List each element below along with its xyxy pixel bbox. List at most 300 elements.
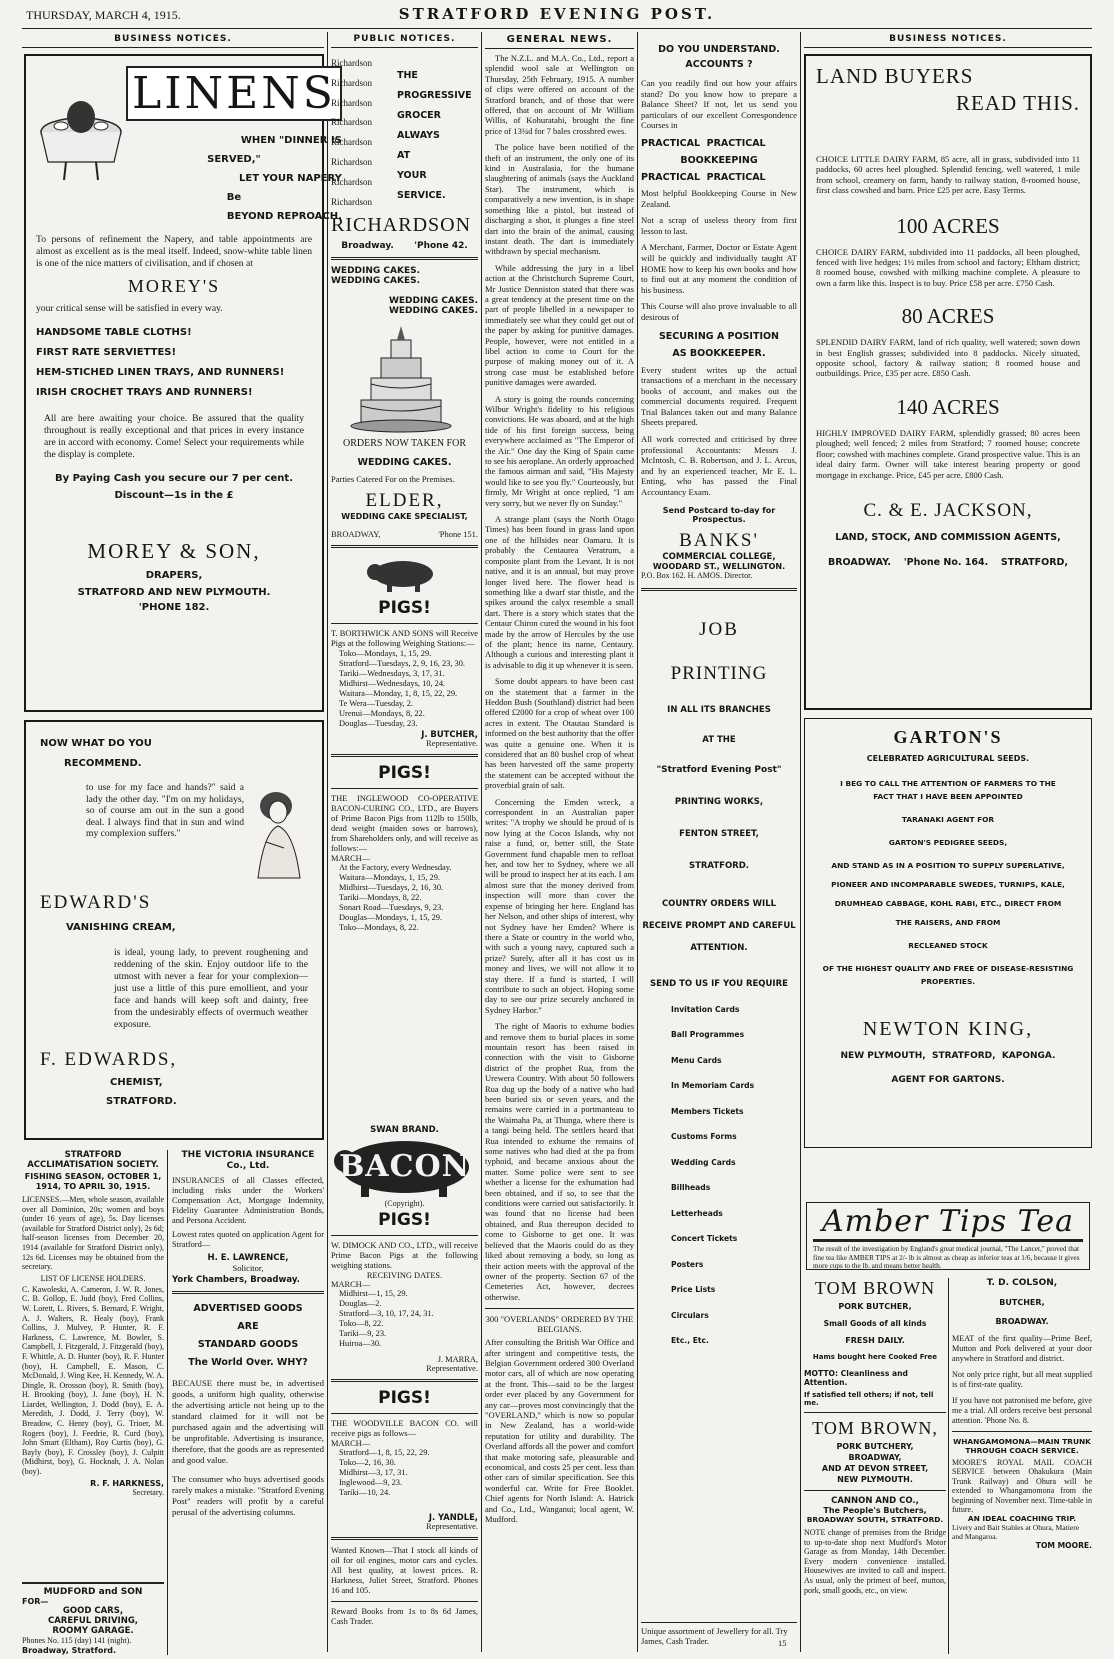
mudford-line: ROOMY GARAGE. bbox=[52, 1626, 134, 1636]
edwards-body: is ideal, young lady, to prevent roughening and reddening of the skin. Enjoy outdoor life to the utmost with never a fear for your complexion—just use a little of this pure emollient, and your face and hands will keep soft and dainty, free from the undesirably effects of overmuch weather exposure. bbox=[114, 947, 308, 1030]
cake-parties: Parties Catered For on the Premises. bbox=[331, 474, 455, 485]
mudford-for: FOR— bbox=[22, 1597, 49, 1606]
station-row: Douglas—Tuesday, 23. bbox=[339, 719, 418, 729]
overland-headline: 300 "OVERLANDS" ORDERED BY THE BELGIANS. bbox=[485, 1314, 634, 1335]
advertised-goods-body: BECAUSE there must be, in advertised goods, a uniform high quality, otherwise the advertising article not being up to the standard claimed for it will not be purchased again and the advertising will be unprofitable. Advertising is insurance, therefore, that the goods are as represented and good value. bbox=[172, 1378, 324, 1465]
store-name: MOREY'S bbox=[127, 276, 221, 296]
woodville-month: MARCH— bbox=[331, 1439, 371, 1448]
news-paragraph: The right of Maoris to exhume bodies and remove them to burial places in some mountain resort has been raised in connection with the visit to Gisborne district of the prophet Rua, from the Urewera Country. With about 50 followers Rua dug up the body of a native who had been buried six or seven years, and the remains were carried in a portmanteau to the Waimaha Pa, at Thunga, where there is a tangi being held. The settlers heard that Rua intended to exhume the remains of some natives who had died at the pa from typhoid, and became anxious about the matter. Some police were sent to see whether a license for the exhumation had been obtained, and if so, to see that the conditions were carried out satisfactorily. It was found that no license had been obtained, and Rua thereupon decided to come to Gisborne to get one. It was believed that the Maoris could do as they liked about removing a body, so long as their action meets with the approval of the owner of the property. Section 67 of the Cemeteries Act, however, decrees otherwise. bbox=[485, 1021, 634, 1302]
gartons-line: OF THE HIGHEST QUALITY AND FREE OF DISEASE-RESISTING bbox=[822, 964, 1074, 973]
elder-address: BROADWAY, bbox=[331, 529, 381, 540]
section-heading: GENERAL NEWS. bbox=[485, 32, 634, 49]
victoria-rates: Lowest rates quoted on application Agent for Stratford— bbox=[172, 1230, 324, 1249]
victoria-title: THE VICTORIA INSURANCE Co., Ltd. bbox=[181, 1150, 315, 1171]
yandle-name: J. YANDLE, bbox=[428, 1512, 478, 1522]
heading-line: STANDARD GOODS bbox=[197, 1339, 299, 1350]
tom-brown-hams: Hams bought here Cooked Free bbox=[812, 1353, 938, 1361]
wanted-known: Wanted Known—That I stock all kinds of oil for oil engines, motor cars and cycles. All best quality, at lowest prices. R. Harkness, Juliet Street, Stratford. Phones 16 and 105. bbox=[331, 1546, 478, 1595]
land-title-2: READ THIS. bbox=[956, 91, 1080, 115]
column-banks-job-printing bbox=[641, 32, 797, 1652]
section-heading: BUSINESS NOTICES. bbox=[22, 32, 324, 48]
gartons-line: PIONEER AND INCOMPARABLE SWEDES, TURNIPS, KALE, bbox=[831, 880, 1065, 889]
slogan-line: BEYOND REPROACH. bbox=[226, 211, 342, 222]
station-row: Midhirst—1, 15, 29. bbox=[339, 1289, 408, 1298]
morey-firm: MOREY & SON, bbox=[87, 538, 261, 563]
banks-p5: This Course will also prove invaluable to all desirous of bbox=[641, 301, 797, 322]
morey-towns: STRATFORD AND NEW PLYMOUTH. bbox=[77, 586, 271, 598]
job-item: Letterheads bbox=[671, 1208, 723, 1218]
job-require: SEND TO US IF YOU REQUIRE bbox=[650, 978, 788, 989]
mudford-advert bbox=[22, 1582, 164, 1658]
farm-listing-3: SPLENDID DAIRY FARM, land of rich quality, well watered; sown down in best English grasses; subdivided into 8 paddocks. Nicely situated, opposite school, factory & railway station; 8 roomed house and outbuildings. Price, £35 per acre. £850 Cash. bbox=[816, 337, 1080, 379]
mudford-phone: Phones No. 115 (day) 141 (night). bbox=[22, 1636, 132, 1645]
station-row: Stratford—3, 10, 17, 24, 31. bbox=[339, 1309, 434, 1318]
receiving-dates: RECEIVING DATES. bbox=[366, 1271, 443, 1280]
job-paper-name: "Stratford Evening Post" bbox=[656, 764, 782, 775]
station-row: Midhirst—Tuesdays, 2, 16, 30. bbox=[339, 883, 444, 893]
news-paragraph: Some doubt appears to have been cast on the statement that a farmer in the Heddon Bush (Southland) district had been offered £2000 for a crop of wheat over 100 acres in extent. The Otautau Standard is informed on the best authority that the offer was quite a genuine one. When it is considered that an 80 bushel crop of wheat has been harvested off the same property the statement can be accepted without the proverbial grain of salt. bbox=[485, 676, 634, 791]
edwards-quote: to use for my face and hands?" said a lady the other day. "I'm on my holidays, so of course am out in the sun a good deal. I always find that in sun and wind my complexion suffers." bbox=[86, 782, 244, 839]
banks-p7: All work corrected and criticised by three professional Accountants: Messrs J. McIntosh, C. B. Robertson, and J. L. Arcus, and by an experienced teacher, Mr E. L. Enting, who has passed the Final Accountancy Exam. bbox=[641, 434, 797, 498]
richardson-name: Richardson bbox=[331, 156, 372, 167]
overland-body: After consulting the British War Office and after stringent and competitive tests, the Belgian Government ordered 300 Overland motor cars, all of which are now operating at the front. This—said to be the largest order ever placed by any Government for any car—proves most convincingly that the "OVERLAND," which is now so popular in New Zealand, has a world-wide reputation for utility and durability. The Overland affords all the power and comfort that make motoring safe, pleasurable and economical, and costs 25 per cent. less than other cars of similar specification. See this wonderful car. Write for Free Booklet. Chief agents for North Island: A. Hatrick and Co., Ltd., Wanganui; local agent, W. Mudford. bbox=[485, 1337, 634, 1525]
job-branches: IN ALL ITS BRANCHES bbox=[667, 704, 771, 715]
slogan-line: SERVED," bbox=[207, 154, 261, 165]
job-at-the: AT THE bbox=[702, 734, 736, 745]
tom-brown-name-2: TOM BROWN, bbox=[812, 1418, 938, 1438]
reward-books: Reward Books from 1s to 8s 6d James, Cash Trader. bbox=[331, 1607, 478, 1626]
column-rule bbox=[327, 32, 328, 1652]
slogan-word: THE bbox=[397, 70, 418, 81]
section-heading: BUSINESS NOTICES. bbox=[804, 32, 1092, 48]
tom-brown-name: TOM BROWN bbox=[814, 1278, 936, 1298]
job-title: JOB bbox=[699, 618, 739, 640]
slogan-line: WHEN "DINNER IS bbox=[240, 135, 342, 146]
heading-line: The World Over. WHY? bbox=[188, 1357, 308, 1368]
column-rule bbox=[800, 32, 801, 1652]
richardson-name: Richardson bbox=[331, 137, 372, 148]
linen-item: HEM-STICHED LINEN TRAYS, AND RUNNERS! bbox=[36, 366, 285, 378]
job-item: Invitation Cards bbox=[671, 1004, 740, 1014]
richardson-name: Richardson bbox=[331, 196, 372, 207]
headline-line: RECOMMEND. bbox=[64, 758, 142, 769]
column-public-notices bbox=[331, 32, 478, 1142]
inglewood-intro: THE INGLEWOOD CO-OPERATIVE BACON-CURING CO., LTD., are Buyers of Prime Bacon Pigs from 112lb to 150lb, dead weight (maiden sows or barrows), from Shareholders only, and will receive as follows:— bbox=[331, 794, 478, 854]
tom-brown-motto: MOTTO: Cleanliness and Attention. bbox=[804, 1369, 908, 1387]
tom-brown-fresh: FRESH DAILY. bbox=[845, 1336, 905, 1345]
richardson-name: Richardson bbox=[331, 77, 372, 88]
job-item: Price Lists bbox=[671, 1285, 716, 1295]
dimock-intro: W. DIMOCK AND CO., LTD., will receive Prime Bacon Pigs at the following weighing stations. bbox=[331, 1241, 478, 1270]
job-item: Posters bbox=[671, 1259, 704, 1269]
elder-specialist: WEDDING CAKE SPECIALIST, bbox=[341, 512, 468, 522]
station-row: Stratford—Tuesdays, 2, 9, 16, 23, 30. bbox=[339, 659, 466, 669]
banks-p1: Can you readily find out how your affairs stand? Do you know how to prepare a Balance Sheet? If not, let us send you particulars of our excellent Correspondence Courses in bbox=[641, 78, 797, 131]
colson-p1: MEAT of the first quality—Prime Beef, Mutton and Pork delivered at your door anywhere in Stratford and district. bbox=[952, 1334, 1092, 1363]
slogan-word: SERVICE. bbox=[397, 190, 446, 201]
gartons-line: RECLEANED STOCK bbox=[908, 941, 988, 950]
secretary-role: Secretary. bbox=[132, 1487, 164, 1497]
station-row: Toko—Mondays, 1, 15, 29. bbox=[339, 649, 432, 659]
woodville-intro: THE WOODVILLE BACON CO. will receive pigs as follows— bbox=[331, 1419, 478, 1438]
cannon-body: NOTE change of premises from the Bridge to up-to-date shop next Mudford's Motor Garage as from Monday, 14th December. Every modern convenience installed. Housewives are invited to call and inspect. As usual, only the primest of beef, mutton, pork, small goods, etc., on view. bbox=[804, 1528, 946, 1595]
farm-heading-80: 80 ACRES bbox=[901, 304, 995, 329]
section-heading: PUBLIC NOTICES. bbox=[331, 32, 478, 48]
slogan-line: LET YOUR NAPERY bbox=[239, 173, 342, 184]
jackson-phone: 'Phone No. 164. bbox=[903, 556, 989, 568]
linens-paragraph: All are here awaiting your choice. Be assured that the quality throughout is really exceptional and that prices in every instance are in accord with economy. Come! Select your requirements while the display is complete. bbox=[44, 412, 304, 460]
banks-p3: Not a scrap of useless theory from first lesson to last. bbox=[641, 215, 797, 236]
gartons-line: PROPERTIES. bbox=[920, 977, 976, 986]
news-paragraph: A strange plant (says the North Otago Times) has been found in grass land upon one of the hillsides near Oamaru. It is probably the Centaurea Veratrum, a composite plant from the Levant. It is not native, and it is an annual, but may prove longer lived here. The flower head is something like a dwarf star thistle, and the spikes around the calyx resemble a small dart. There is a story which states that the Centaur Chiron cured the wound in his foot made by the arrow of Hercules by the use of the plant; hence its name, Centaury. Although a curious and interesting plant it is advisable to dig it up whenever it is seen. bbox=[485, 514, 634, 670]
banks-college: COMMERCIAL COLLEGE, bbox=[662, 551, 776, 562]
agent-name: H. E. LAWRENCE, bbox=[207, 1253, 289, 1263]
jackson-town: STRATFORD, bbox=[1000, 556, 1068, 568]
send-postcard: Send Postcard to-day for Prospectus. bbox=[662, 505, 776, 524]
address-line: AND AT DEVON STREET, bbox=[821, 1464, 929, 1473]
elder-firm: ELDER, bbox=[365, 490, 444, 512]
dining-table-illustration bbox=[36, 62, 126, 182]
edwards-headline bbox=[40, 734, 308, 774]
amber-tips-text: The result of the investigation by England's great medical journal, "The Lancet," proved that fine tea like AMBER TIPS at 2/- lb is almost as cheap as inferior teas at 1/6, because it gives more cups to the lb. and means better health. bbox=[813, 1245, 1080, 1271]
masthead bbox=[0, 0, 1114, 30]
edwards-firm: F. EDWARDS, bbox=[40, 1049, 178, 1070]
job-town: STRATFORD. bbox=[688, 860, 750, 871]
tom-brown-trade: PORK BUTCHER, bbox=[838, 1302, 912, 1311]
rule bbox=[641, 1622, 797, 1623]
acclimatisation-notice bbox=[22, 1150, 164, 1580]
job-attention: ATTENTION. bbox=[690, 942, 748, 953]
elder-phone: 'Phone 151. bbox=[438, 529, 478, 540]
borthwick-stations bbox=[331, 649, 478, 729]
banks-box: P.O. Box 162. H. AMOS. Director. bbox=[641, 570, 753, 580]
station-row: Te Wera—Tuesday, 2. bbox=[339, 699, 414, 709]
colson-trade: BUTCHER, bbox=[999, 1298, 1045, 1307]
edwards-town: STRATFORD. bbox=[106, 1096, 177, 1107]
agent-address: York Chambers, Broadway. bbox=[172, 1275, 300, 1285]
farm-heading-100: 100 ACRES bbox=[896, 213, 1000, 238]
cannon-title: CANNON AND CO., bbox=[831, 1496, 919, 1506]
elder-contact bbox=[331, 529, 478, 539]
dimock-stations bbox=[331, 1289, 478, 1349]
newspaper-title: STRATFORD EVENING POST. bbox=[398, 5, 716, 23]
mudford-line: GOOD CARS, bbox=[62, 1606, 124, 1616]
banks-firm: BANKS' bbox=[679, 529, 759, 551]
license-holders: C. Kawoleski, A. Cameron, J. W. R. Jones, C. B. Gollop, E. Judd (boy), Fred Collins, W. Lorett, L. Rivers, S. Bernard, F. Wright, A. J. Walters, R. Healy (boy), Frank Collins, J. Mulvey, P. Hunter, R. F. Harkness, C. Lawrence, M. Bowler, S. Campbell, J. Fitzgerald, J. Fitzgerald (boy), F. Whittle, A. D. Hunter (boy), R. F. Hunter (boy), H. Campbell, E. Mason, C. McDonald, J. Wing Kee, H. Kennedy, W. A. Dingle, R. Orosson (boy), R. Smith (boy), H. Brooking (boy), J. Jane (boy), H. N. Liardet, Wellington, J. Dodd (boy), E. A. Meredith, J. Dodd, J. Terry (boy), W. Breadow, C. Henry (boy), G. Trioer, M. Rogers (boy), J. Feedrie, R. Curd (boy), John Smart (Eltham), Roy Curtis (boy), G. Bayly (boy), F. Crossley (boy), J. Culpitt (Midhirst, boy), G. Hocknah, J. A. Nolan (boy). bbox=[22, 1284, 164, 1477]
masthead-rule bbox=[22, 28, 1092, 29]
news-paragraph: Concerning the Emden wreck, a correspondent in an Australian paper writes: "A trophy we should be proud of is now lying at the Cocos Islands, why not raise a fund, or, better still, the State Government fund chapable men to refloat her, and tow her to Sydney, where we all will be proud to inspect her at its each. I am almost sure that the money derived from inspection will more than cover the expense of bringing her here. England has her Nelson, and other ships of interest, why not Sydney have her Emden? Where is there a State or country in the world who, with such a young navy, captured such a prize? Surely, after all it has cost us in money and lives, we will not allow it to stay there. If a fund is started, I will contribute to such an object. Hoping some day to see our prize securely anchored in Sydney Harbor." bbox=[485, 796, 634, 1015]
pigs-title: PIGS! bbox=[378, 763, 431, 784]
richardson-name: Richardson bbox=[331, 176, 372, 187]
gartons-line: DRUMHEAD CABBAGE, KOHL RABI, ETC., DIRECT FROM bbox=[834, 899, 1062, 908]
issue-date: THURSDAY, MARCH 4, 1915. bbox=[26, 8, 181, 22]
bacon-pig-logo bbox=[331, 1137, 478, 1199]
page-number: 15 bbox=[778, 1638, 787, 1648]
edwards-product: EDWARD'S bbox=[40, 892, 152, 913]
job-works: PRINTING WORKS, bbox=[674, 796, 764, 807]
job-item: Billheads bbox=[671, 1183, 711, 1193]
station-row: At the Factory, every Wednesday. bbox=[339, 863, 452, 873]
job-item: Members Tickets bbox=[671, 1106, 744, 1116]
station-row: Toko—8, 22. bbox=[339, 1319, 384, 1328]
jackson-firm: C. & E. JACKSON, bbox=[863, 499, 1033, 521]
mudford-line: CAREFUL DRIVING, bbox=[47, 1616, 139, 1626]
newton-king-firm: NEWTON KING, bbox=[862, 1018, 1034, 1040]
gartons-line: AND STAND AS IN A POSITION TO SUPPLY SUPERLATIVE, bbox=[831, 861, 1065, 870]
station-row: Inglewood—9, 23. bbox=[339, 1478, 403, 1487]
slogan-line: Be bbox=[226, 192, 242, 203]
banks-p4: A Merchant, Farmer, Doctor or Estate Agent will be quickly and individually taught AT HOME how to keep his own books and how to find out at any moment the condition of his business. bbox=[641, 242, 797, 295]
wedding-cakes-heading bbox=[331, 266, 478, 316]
dimock-month: MARCH— bbox=[331, 1280, 371, 1289]
pigs-title: PIGS! bbox=[378, 598, 431, 619]
tom-brown-advert bbox=[804, 1278, 946, 1656]
farm-listing-4: HIGHLY IMPROVED DAIRY FARM, splendidly grassed; 80 acres been ploughed; well fenced; 2 miles from Stratford; 7 roomed house; concrete floor; cowshed with machines complete. Grand prospective value. This is an ideal dairy farm. Owner will take interest bearing property or good mortgage in exchange. Price, £45 per acre. £800 Cash. bbox=[816, 427, 1080, 480]
column-business-right bbox=[804, 32, 1092, 52]
cake-wedding-line: WEDDING CAKES. bbox=[357, 457, 452, 469]
coach-stables: Livery and Bait Stables at Ohura, Matiere and Mangaroa. bbox=[952, 1523, 1080, 1542]
swan-brand: SWAN BRAND. bbox=[370, 1125, 439, 1135]
morey-trade: DRAPERS, bbox=[145, 569, 203, 581]
job-item: In Memoriam Cards bbox=[671, 1081, 755, 1091]
station-row: Tariki—Mondays, 8, 22. bbox=[339, 893, 422, 903]
colson-p3: If you have not patronised me before, give me a trial. All orders receive best personal attention. 'Phone No. 8. bbox=[952, 1396, 1092, 1425]
gartons-text bbox=[813, 777, 1083, 988]
newton-king-towns: NEW PLYMOUTH, STRATFORD, KAPONGA. bbox=[840, 1051, 1056, 1061]
headline-line: NOW WHAT DO YOU bbox=[40, 738, 152, 749]
wedding-cake-illustration bbox=[331, 322, 478, 434]
jackson-contact bbox=[816, 557, 1080, 568]
marra-role: Representative. bbox=[426, 1364, 478, 1373]
jackson-trade: LAND, STOCK, AND COMMISSION AGENTS, bbox=[835, 531, 1061, 543]
bookkeeping-line: BOOKKEEPING bbox=[680, 154, 758, 166]
richardson-contact bbox=[331, 241, 478, 251]
heading-line: ARE bbox=[237, 1321, 259, 1332]
tom-brown-small: Small Goods of all kinds bbox=[823, 1319, 927, 1328]
job-item: Menu Cards bbox=[671, 1055, 722, 1065]
job-item: Ball Programmes bbox=[671, 1030, 745, 1040]
edwards-advert bbox=[24, 720, 324, 1140]
victoria-insurance-advert bbox=[172, 1150, 324, 1655]
station-row: Stratford—1, 8, 15, 22, 29. bbox=[339, 1448, 430, 1457]
marra-name: J. MARRA, bbox=[437, 1355, 478, 1364]
news-paragraph: The N.Z.L. and M.A. Co., Ltd., report a splendid wool sale at Wellington on Thursday, 25th February, 1915. A number of clips were offered on account of the Stratford branch, and of those that were offered, that on account of Mr William Willis, of Kohuratahi, brought the fine price of 13¼d for 7 bales crossbred ewes. bbox=[485, 53, 634, 136]
mudford-title: MUDFORD and SON bbox=[43, 1587, 143, 1597]
as-bookkeeper: AS BOOKKEEPER. bbox=[672, 347, 766, 359]
colson-address: BROADWAY. bbox=[995, 1317, 1049, 1326]
coach-line: WHANGAMOMONA—MAIN TRUNK bbox=[953, 1437, 1091, 1446]
news-paragraph: A story is going the rounds concerning Wilbur Wright's fidelity to his religious convictions. He was aboard, and at the high tide of his first foreign success, being everywhere acclaimed as "The Emperor of the Air." One day the King of Spain came to see his aeroplane. An orderly approached the famous airman and said, "His Majesty would like to see you fly." Courteously, but firmly, Mr Wright at once replied, "I am very sorry, but we never fly on Sunday." bbox=[485, 393, 634, 508]
practical-bookkeeping bbox=[641, 135, 797, 186]
column-rule bbox=[637, 32, 638, 1652]
banks-p6: Every student writes up the actual transactions of a merchant in the necessary books of account, and makes out the commercial documents required. Frequent Trial Balances taken out and many Balance Sheets prepared. bbox=[641, 364, 797, 428]
job-items bbox=[641, 997, 797, 1354]
slogan-word: ALWAYS bbox=[397, 130, 440, 141]
linens-title: LINENS bbox=[126, 66, 342, 121]
station-row: Urenui—Mondays, 8, 22. bbox=[339, 709, 425, 719]
cake-heading: WEDDING CAKES. bbox=[388, 306, 478, 317]
colson-advert bbox=[952, 1278, 1092, 1656]
richardson-advert bbox=[331, 54, 478, 212]
agent-for-gartons: AGENT FOR GARTONS. bbox=[891, 1075, 1005, 1085]
mudford-address: Broadway, Stratford. bbox=[22, 1646, 117, 1655]
butcher-name: J. BUTCHER, bbox=[421, 729, 478, 740]
address-line: NEW PLYMOUTH. bbox=[837, 1475, 913, 1484]
coach-line: THROUGH COACH SERVICE. bbox=[965, 1446, 1079, 1455]
coach-signature: TOM MOORE. bbox=[1035, 1541, 1092, 1551]
station-row: Tariki—Wednesdays, 3, 17, 31. bbox=[339, 669, 445, 679]
bacon-logo-text: BACON bbox=[338, 1149, 471, 1184]
gartons-subtitle: CELEBRATED AGRICULTURAL SEEDS. bbox=[866, 754, 1030, 763]
linens-after: your critical sense will be satisfied in every way. bbox=[36, 303, 223, 314]
banks-question: DO YOU UNDERSTAND. ACCOUNTS ? bbox=[658, 44, 780, 70]
news-paragraph: While addressing the jury in a libel action at the Christchurch Supreme Court, Mr Justice Denniston stated that there was a great tendency at the present time on the part of people libelled in a newspaper to immediately see what they could get out of the paper by asking for punitive damages. People, however, were not entitled in a libel action to come to Court for the purpose of making money out of it. A strong case must be established before punitive damages were awarded. bbox=[485, 262, 634, 388]
job-item: Circulars bbox=[671, 1310, 709, 1320]
cake-heading: WEDDING CAKES. bbox=[388, 296, 478, 307]
station-row: Toko—2, 16, 30. bbox=[339, 1458, 396, 1467]
yandle-role: Representative. bbox=[426, 1522, 478, 1531]
job-item: Wedding Cards bbox=[671, 1157, 736, 1167]
address-line: BROADWAY, bbox=[848, 1453, 902, 1462]
station-row: Tariki—9, 23. bbox=[339, 1329, 387, 1338]
jackson-address: BROADWAY. bbox=[828, 556, 892, 568]
linens-items bbox=[36, 323, 312, 403]
station-row: Huiroa—30. bbox=[339, 1339, 382, 1348]
job-street: FENTON STREET, bbox=[679, 828, 759, 839]
advertised-goods-body2: The consumer who buys advertised goods rarely makes a mistake. "Stratford Evening Post" readers will profit by a careful perusal of the advertising columns. bbox=[172, 1474, 324, 1517]
coach-heading bbox=[952, 1437, 1092, 1455]
column-general-news bbox=[485, 32, 634, 1652]
cannon-address: BROADWAY SOUTH, STRATFORD. bbox=[806, 1515, 944, 1524]
gartons-line: FACT THAT I HAVE BEEN APPOINTED bbox=[873, 792, 1023, 801]
cake-heading: WEDDING CAKES. bbox=[331, 276, 421, 287]
land-title-1: LAND BUYERS bbox=[816, 64, 974, 88]
gartons-title: GARTON'S bbox=[893, 727, 1003, 747]
station-row: Douglas—2. bbox=[339, 1299, 382, 1308]
slogan-word: GROCER bbox=[397, 110, 441, 121]
agent-role: Solicitor, bbox=[232, 1263, 264, 1273]
linens-advert bbox=[24, 54, 342, 712]
morey-phone: 'PHONE 182. bbox=[138, 601, 210, 613]
richardson-phone: 'Phone 42. bbox=[414, 241, 468, 252]
tom-brown-satisfied: If satisfied tell others; if not, tell me. bbox=[804, 1391, 934, 1407]
woodville-stations bbox=[331, 1448, 478, 1498]
richardson-name: Richardson bbox=[331, 97, 372, 108]
cake-heading: WEDDING CAKES. bbox=[331, 266, 421, 277]
edwards-trade: CHEMIST, bbox=[110, 1077, 163, 1088]
cannon-subtitle: The People's Butchers, bbox=[823, 1506, 927, 1515]
linen-item: HANDSOME TABLE CLOTHS! bbox=[36, 326, 192, 338]
practical-line: PRACTICAL PRACTICAL bbox=[641, 137, 766, 149]
job-printing-advert bbox=[641, 619, 797, 989]
news-body bbox=[485, 53, 634, 1302]
job-item: Etc., Etc. bbox=[671, 1336, 709, 1346]
discount-line: Discount—1s in the £ bbox=[114, 489, 234, 501]
list-heading: LIST OF LICENSE HOLDERS. bbox=[40, 1273, 146, 1283]
station-row: Waitara—Mondays, 1, 15, 29. bbox=[339, 873, 440, 883]
gartons-line: TARANAKI AGENT FOR bbox=[901, 815, 995, 824]
colson-name: T. D. COLSON, bbox=[986, 1278, 1058, 1288]
job-prompt: RECEIVE PROMPT AND CAREFUL bbox=[642, 920, 796, 931]
coach-trip: AN IDEAL COACHING TRIP. bbox=[967, 1514, 1077, 1524]
station-row: Midhirst—3, 17, 31. bbox=[339, 1468, 408, 1477]
borthwick-intro: T. BORTHWICK AND SONS will Receive Pigs at the following Weighing Stations:— bbox=[331, 629, 478, 649]
richardson-firm: RICHARDSON bbox=[331, 214, 472, 237]
linen-item: IRISH CROCHET TRAYS AND RUNNERS! bbox=[36, 386, 253, 398]
gartons-seeds-advert bbox=[804, 718, 1092, 1148]
linen-item: FIRST RATE SERVIETTES! bbox=[36, 346, 177, 358]
slogan-word: AT bbox=[397, 150, 411, 161]
pigs-title: PIGS! bbox=[378, 1210, 431, 1230]
pig-illustration bbox=[331, 554, 478, 594]
advertised-goods-heading bbox=[172, 1300, 324, 1372]
mudford-lines bbox=[22, 1606, 164, 1636]
job-country: COUNTRY ORDERS WILL bbox=[661, 898, 777, 909]
swan-brand-advert bbox=[331, 1125, 478, 1655]
richardson-address: Broadway. bbox=[341, 241, 394, 252]
gartons-line: I BEG TO CALL THE ATTENTION OF FARMERS TO THE bbox=[840, 779, 1056, 788]
gartons-line: THE RAISERS, AND FROM bbox=[895, 918, 1001, 927]
swan-copyright: (Copyright). bbox=[384, 1199, 425, 1208]
farm-heading-140: 140 ACRES bbox=[896, 394, 1000, 419]
unique-jewellery: Unique assortment of Jewellery for all. Try James, Cash Trader. bbox=[641, 1626, 788, 1646]
notice-title: STRATFORD ACCLIMATISATION SOCIETY. bbox=[27, 1150, 159, 1170]
edwards-product-sub: VANISHING CREAM, bbox=[66, 922, 176, 933]
cake-orders: ORDERS NOW TAKEN FOR bbox=[342, 438, 466, 450]
linens-intro: To persons of refinement the Napery, and table appointments are almost as excellent as is the meal itself. Indeed, snow-white table linen is one of the nice matters of civilisation, and if chosen at bbox=[36, 234, 312, 269]
station-row: Midhirst—Wednesdays, 10, 24. bbox=[339, 679, 446, 689]
station-row: Waitara—Monday, 1, 8, 15, 22, 29. bbox=[339, 689, 458, 699]
linens-slogan bbox=[126, 131, 342, 226]
farm-listing-2: CHOICE DAIRY FARM, subdivided into 11 paddocks, all been ploughed, fenced with live hedges; 1½ miles from school and factory; Eltham district; 8 roomed house, cowshed with milking machine complete. A pleasure to own a farm like this. Inspect is to buy. Price £58 per acre. £750 Cash. bbox=[816, 246, 1080, 288]
heading-line: ADVERTISED GOODS bbox=[193, 1303, 303, 1314]
slogan-word: YOUR bbox=[397, 170, 427, 181]
colson-p2: Not only price right, but all meat supplied is of first-rate quality. bbox=[952, 1370, 1092, 1389]
station-row: Toko—Mondays, 8, 22. bbox=[339, 923, 419, 933]
lady-portrait-illustration bbox=[244, 782, 308, 878]
butcher-role: Representative. bbox=[426, 739, 478, 749]
pigs-title: PIGS! bbox=[378, 1388, 431, 1408]
securing-position: SECURING A POSITION bbox=[658, 330, 780, 342]
inglewood-stations bbox=[331, 863, 478, 933]
column-rule bbox=[481, 32, 482, 1652]
richardson-name: Richardson bbox=[331, 58, 372, 68]
tom-brown-addresses bbox=[804, 1441, 946, 1485]
practical-line: PRACTICAL PRACTICAL bbox=[641, 171, 766, 183]
station-row: Douglas—Mondays, 1, 15, 29. bbox=[339, 913, 443, 923]
farm-listing-1: CHOICE LITTLE DAIRY FARM, 85 acre, all in grass, subdivided into 11 paddocks, 60 acres heel ploughed. Splendid fencing, well watered, 1 mile from school, creamery on farm, handy to railway station, 8-roomed house, first class cowshed and barn. Price £25 per acre. Easy Terms. bbox=[816, 154, 1080, 196]
address-line: PORK BUTCHERY, bbox=[836, 1442, 914, 1451]
inglewood-month: MARCH— bbox=[331, 854, 371, 864]
station-row: Sonart Road—Tuesdays, 9, 23. bbox=[339, 903, 444, 913]
gartons-line: GARTON'S PEDIGREE SEEDS, bbox=[888, 838, 1008, 847]
banks-p2: Most helpful Bookkeeping Course in New Zealand. bbox=[641, 187, 797, 209]
sub-column-rule bbox=[167, 1150, 168, 1655]
slogan-word: PROGRESSIVE bbox=[397, 90, 472, 101]
land-buyers-advert bbox=[804, 54, 1092, 710]
notice-season: FISHING SEASON, OCTOBER 1, 1914, TO APRIL 30, 1915. bbox=[24, 1172, 162, 1191]
news-paragraph: The police have been notified of the theft of an instrument, the only one of its kind in Australasia, for the humane slaughtering of animals (says the Auckland Star). The instrument, which is comparatively a new invention, is in shape something like a pistol, but instead of discharging a shot, it plunges a fine steel dart into the brain of the animal, causing instant death. The dart is immediately withdrawn by special mechanism. bbox=[485, 142, 634, 257]
amber-tips-logo: Amber Tips Tea bbox=[813, 1205, 1083, 1242]
station-row: Tariki—10, 24. bbox=[339, 1488, 391, 1497]
victoria-body: INSURANCES of all Classes effected, including risks under the Workers' Compensation Act, Mortgage Indemnity, Fidelity Guarantee Administration Bonds, and Persona Accident. bbox=[172, 1176, 324, 1225]
printing-title: PRINTING bbox=[670, 662, 768, 684]
notice-body: LICENSES.—Men, whole season, available over all Dominion, 20s; women and boys (under 16 years of age), 5s. Day licenses (available for Stratford District only), 2s 6d; half-season licenses from December 20, 1914 (available for Stratford District only), 12s 6d. Licenses may be obtained from the secretary. bbox=[22, 1195, 164, 1272]
secretary-name: R. F. HARKNESS, bbox=[90, 1478, 164, 1488]
sub-column-rule bbox=[948, 1278, 949, 1654]
coach-body: MOORE'S ROYAL MAIL COACH SERVICE between Ohakukura (Main Trunk Railway) and Ohura will be extended to Whangamomona from the beginning of November next. Time-table in future. bbox=[952, 1458, 1092, 1515]
cash-offer: By Paying Cash you secure our 7 per cent. bbox=[54, 472, 294, 484]
